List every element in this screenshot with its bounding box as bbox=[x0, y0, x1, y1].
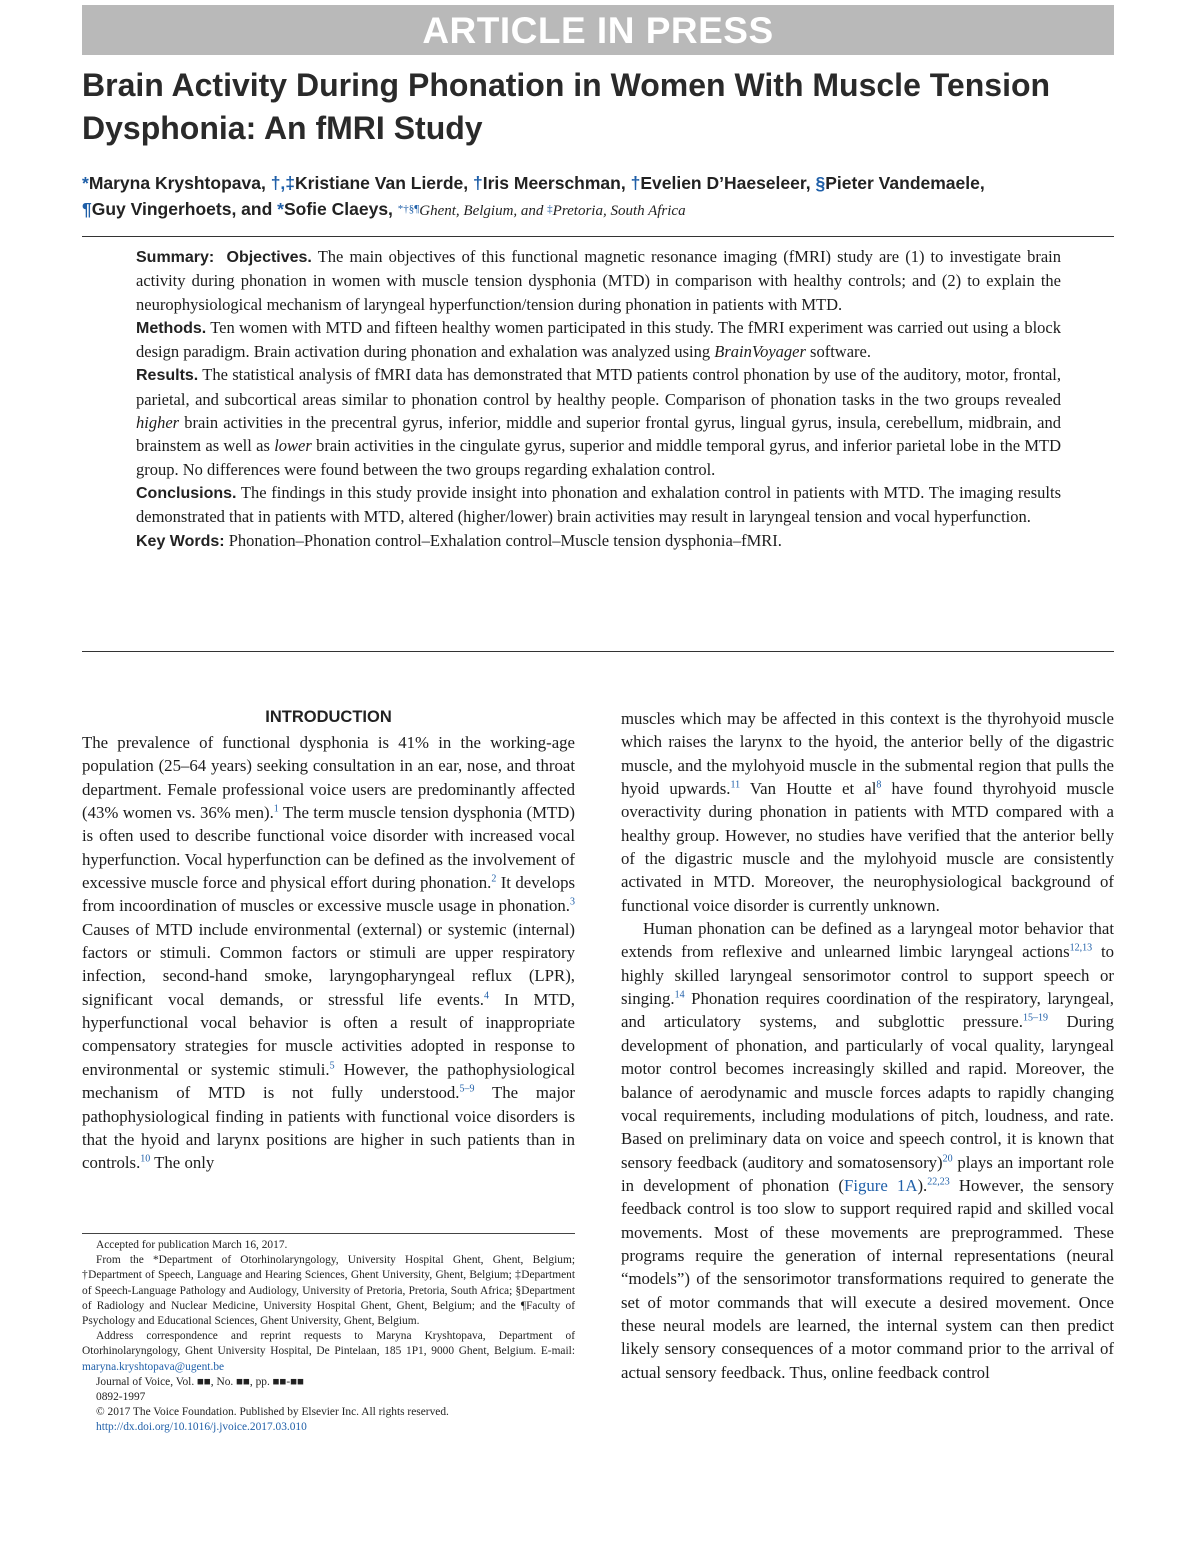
email-link[interactable]: maryna.kryshtopava@ugent.be bbox=[82, 1360, 225, 1373]
results-text: The statistical analysis of fMRI data has demonstrated that MTD patients control phonation by use of the auditory, motor, frontal, parietal, and subcortical areas similar to phonation control by healthy people. Comparison of phonation tasks in the two groups revealed bbox=[136, 365, 1061, 409]
citation-link[interactable]: 5 bbox=[329, 1060, 335, 1072]
author-affil-symbol: † bbox=[630, 173, 641, 193]
citation-link[interactable]: 4 bbox=[483, 990, 489, 1002]
intro-paragraph bbox=[621, 707, 1114, 917]
footnote-correspondence bbox=[82, 1329, 575, 1375]
body-text: During development of phonation, and particularly of vocal quality, laryngeal motor control becomes increasingly skilled and rapid. Moreover, the balance of aerodynamic and muscle forces adapts to rapidly changing vocal requirements, including modulations of pitch, loudness, and rate. Based on preliminary data on voice and speech control, it is known that sensory feedback (auditory and somatosensory) bbox=[621, 1012, 1114, 1172]
footnote-address: Address correspondence and reprint requests to Maryna Kryshtopava, Department of Otorhinolaryngology, Ghent University Hospital, De Pintelaan, 185 1P1, 9000 Ghent, Belgium. E-mail: bbox=[82, 1330, 575, 1358]
body-text: plays an important role in development of phonation ( bbox=[621, 1152, 1114, 1195]
footnote-copyright: © 2017 The Voice Foundation. Published by Elsevier Inc. All rights reserved. bbox=[96, 1406, 449, 1419]
abstract-methods bbox=[136, 316, 1061, 364]
citation-link[interactable]: 14 bbox=[674, 989, 685, 1001]
abstract-conclusions bbox=[136, 481, 1061, 529]
objectives-label: Objectives. bbox=[226, 249, 312, 266]
footnote-journal: Journal of Voice, Vol. ■■, No. ■■, pp. ■■-■■ bbox=[96, 1375, 304, 1388]
abstract-bottom-rule bbox=[82, 651, 1114, 652]
right-column-body bbox=[621, 707, 1114, 1384]
author-affil-symbol: * bbox=[82, 173, 89, 193]
body-text: Van Houtte et al bbox=[740, 779, 877, 799]
author-affil-symbol: § bbox=[815, 173, 826, 193]
results-text: brain activities in the precentral gyrus, inferior, middle and superior frontal gyrus, lingual gyrus, insula, cerebellum, midbrain, and brainstem as well as bbox=[136, 413, 1061, 456]
section-heading-introduction: INTRODUCTION bbox=[265, 708, 392, 726]
conclusions-text: The findings in this study provide insight into phonation and exhalation control in patients with MTD. The imaging results demonstrated that in patients with MTD, altered (higher/lower) brain activities may result in laryngeal tension and vocal hyperfunction. bbox=[136, 482, 1061, 527]
article-title: Brain Activity During Phonation in Women With Muscle Tension Dysphonia: An fMRI Study bbox=[82, 67, 1051, 146]
author-name: Guy Vingerhoets, and bbox=[91, 199, 278, 219]
figure-link[interactable]: Figure 1A bbox=[843, 1175, 918, 1195]
author-affil-symbol: † bbox=[473, 173, 483, 193]
footnote-affiliations: From the *Department of Otorhinolaryngology, University Hospital Ghent, Ghent, Belgium; †Department of Speech, Language and Hearing Sciences, Ghent University, Ghent, Belgium; ‡Department of Speech-Language Pathology and Audiology, University of Pretoria, Pretoria, South Africa; §Department of Radiology and Nuclear Medicine, University Hospital Ghent, Ghent, Belgium; and the ¶Faculty of Psychology and Educational Sciences, Ghent University, Ghent, Belgium. bbox=[82, 1254, 575, 1328]
abstract-keywords bbox=[136, 529, 1061, 553]
affiliation-symbols: ‡ bbox=[547, 203, 553, 215]
body-text: In MTD, hyperfunctional vocal behavior is often a result of inappropriate compensatory strategies for muscle activities adopted in response to environmental or systemic stimuli. bbox=[82, 989, 575, 1079]
author-name: Kristiane Van Lierde, bbox=[295, 173, 473, 193]
body-text: Human phonation can be defined as a laryngeal motor behavior that extends from reflexive and unlearned limbic laryngeal actions bbox=[621, 919, 1114, 962]
intro-paragraph bbox=[82, 731, 575, 1175]
footnotes bbox=[82, 1238, 575, 1436]
affiliation-locations bbox=[398, 203, 686, 219]
results-emphasis: lower bbox=[274, 436, 312, 456]
conclusions-label: Conclusions. bbox=[136, 484, 237, 502]
objectives-text: The main objectives of this functional magnetic resonance imaging (fMRI) study are (1) to investigate brain activity during phonation in women with muscle tension dysphonia (MTD) in comparison with healthy controls; and (2) to explain the neurophysiological mechanism of laryngeal hyperfunction/tension during phonation in patients with MTD. bbox=[136, 247, 1062, 314]
citation-link[interactable]: 5–9 bbox=[459, 1083, 475, 1095]
citation-link[interactable]: 12,13 bbox=[1069, 942, 1093, 954]
citation-link[interactable]: 22,23 bbox=[927, 1176, 950, 1188]
affiliation-symbols: *†§¶ bbox=[397, 203, 420, 215]
results-text: brain activities in the cingulate gyrus, superior and middle temporal gyrus, and inferior parietal lobe in the MTD group. No differences were found between the two groups regarding exhalation control. bbox=[136, 436, 1061, 479]
citation-link[interactable]: 3 bbox=[570, 896, 575, 908]
methods-text: Ten women with MTD and fifteen healthy women participated in this study. The fMRI experiment was carried out using a block design paradigm. Brain activation during phonation and exhalation was analyzed using bbox=[136, 317, 1061, 362]
body-text: The prevalence of functional dysphonia is 41% in the working-age population (25–64 years) seeking consultation in an ear, nose, and throat department. Female professional voice users are predominantly affected (43% women vs. 36% men). bbox=[82, 733, 575, 823]
citation-link[interactable]: 11 bbox=[730, 779, 741, 791]
body-text: The major pathophysiological finding in patients with functional voice disorders is that the hyoid and larynx positions are higher in such patients than in controls. bbox=[82, 1083, 575, 1173]
article-in-press-banner: ARTICLE IN PRESS bbox=[82, 5, 1114, 55]
abstract bbox=[136, 245, 1061, 553]
abstract-objectives bbox=[136, 245, 1061, 316]
software-name: BrainVoyager bbox=[714, 342, 806, 362]
doi-link[interactable]: http://dx.doi.org/10.1016/j.jvoice.2017.03.010 bbox=[96, 1421, 307, 1434]
author-name: Pieter Vandemaele, bbox=[825, 173, 985, 193]
summary-label: Summary: bbox=[136, 249, 215, 266]
citation-link[interactable]: 2 bbox=[491, 873, 497, 885]
body-text: However, the pathophysiological mechanism of MTD is not fully understood. bbox=[82, 1059, 575, 1103]
author-affil-symbol: †,‡ bbox=[270, 173, 296, 193]
results-label: Results. bbox=[136, 367, 199, 385]
intro-paragraph bbox=[621, 917, 1114, 1384]
footnote-rule bbox=[82, 1233, 575, 1234]
body-text: Causes of MTD include environmental (external) or systemic (internal) factors or stimuli. Common factors or stimuli are upper respiratory infection, second-hand smoke, laryngopharyngeal reflux (LPR), significant vocal demands, or stressful life events. bbox=[82, 919, 575, 1009]
abstract-results bbox=[136, 363, 1061, 480]
citation-link[interactable]: 15–19 bbox=[1022, 1012, 1048, 1024]
footnote-issn: 0892-1997 bbox=[96, 1391, 146, 1404]
body-text: ). bbox=[917, 1175, 928, 1195]
author-name: Iris Meerschman, bbox=[482, 173, 631, 193]
body-text: The only bbox=[150, 1153, 215, 1173]
body-text: It develops from incoordination of muscles or excessive muscle usage in phonation. bbox=[82, 873, 576, 916]
body-text: However, the sensory feedback control is too slow to support required rapid and skilled vocal movements. Most of these movements are preprogrammed. These programs require the generation of internal representations (neural “models”) of the sensorimotor transformations required to generate the set of motor commands that will execute a desired movement. Once these neural models are learned, the internal system can then predict likely sensory consequences of a motor command prior to the arrival of actual sensory feedback. Thus, online feedback control bbox=[621, 1175, 1114, 1382]
author-affil-symbol: ¶ bbox=[82, 199, 92, 219]
affiliation-text: Pretoria, South Africa bbox=[552, 203, 686, 219]
citation-link[interactable]: 20 bbox=[942, 1152, 953, 1164]
body-text: Phonation requires coordination of the respiratory, laryngeal, and articulatory systems, and subglottic pressure. bbox=[621, 989, 1114, 1032]
abstract-top-rule bbox=[82, 236, 1114, 237]
results-emphasis: higher bbox=[136, 413, 180, 433]
citation-link[interactable]: 8 bbox=[876, 779, 882, 791]
citation-link[interactable]: 1 bbox=[273, 803, 279, 815]
author-name: Sofie Claeys, bbox=[283, 199, 398, 219]
author-affil-symbol: * bbox=[277, 199, 284, 219]
citation-link[interactable]: 10 bbox=[140, 1153, 151, 1165]
keywords-text: Phonation–Phonation control–Exhalation control–Muscle tension dysphonia–fMRI. bbox=[228, 530, 782, 550]
left-column-body bbox=[82, 731, 575, 1175]
keywords-label: Key Words: bbox=[136, 532, 225, 550]
author-name: Maryna Kryshtopava, bbox=[88, 173, 271, 193]
body-text: The term muscle tension dysphonia (MTD) is often used to describe functional voice disorder with increased vocal hyperfunction. Vocal hyperfunction can be defined as the involvement of excessive muscle force and physical effort during phonation. bbox=[82, 803, 575, 893]
author-name: Evelien D’Haeseleer, bbox=[640, 173, 816, 193]
body-text: have found thyrohyoid muscle overactivity during phonation in patients with MTD compared with a healthy group. However, no studies have verified that the anterior belly of the digastric muscle and the mylohyoid muscle are consistently activated in MTD. Moreover, the neurophysiological background of functional voice disorder is currently unknown. bbox=[621, 779, 1114, 915]
methods-text: software. bbox=[805, 342, 871, 362]
footnote-accepted: Accepted for publication March 16, 2017. bbox=[96, 1239, 288, 1251]
body-text: muscles which may be affected in this context is the thyrohyoid muscle which raises the larynx to the hyoid, the anterior belly of the digastric muscle, and the mylohyoid muscle in the submental region that pulls the hyoid upwards. bbox=[621, 709, 1114, 799]
affiliation-text: Ghent, Belgium, and bbox=[419, 203, 548, 219]
body-text: to highly skilled laryngeal sensorimotor control to support speech or singing. bbox=[621, 942, 1115, 1009]
author-list bbox=[82, 170, 1114, 225]
methods-label: Methods. bbox=[136, 319, 207, 337]
